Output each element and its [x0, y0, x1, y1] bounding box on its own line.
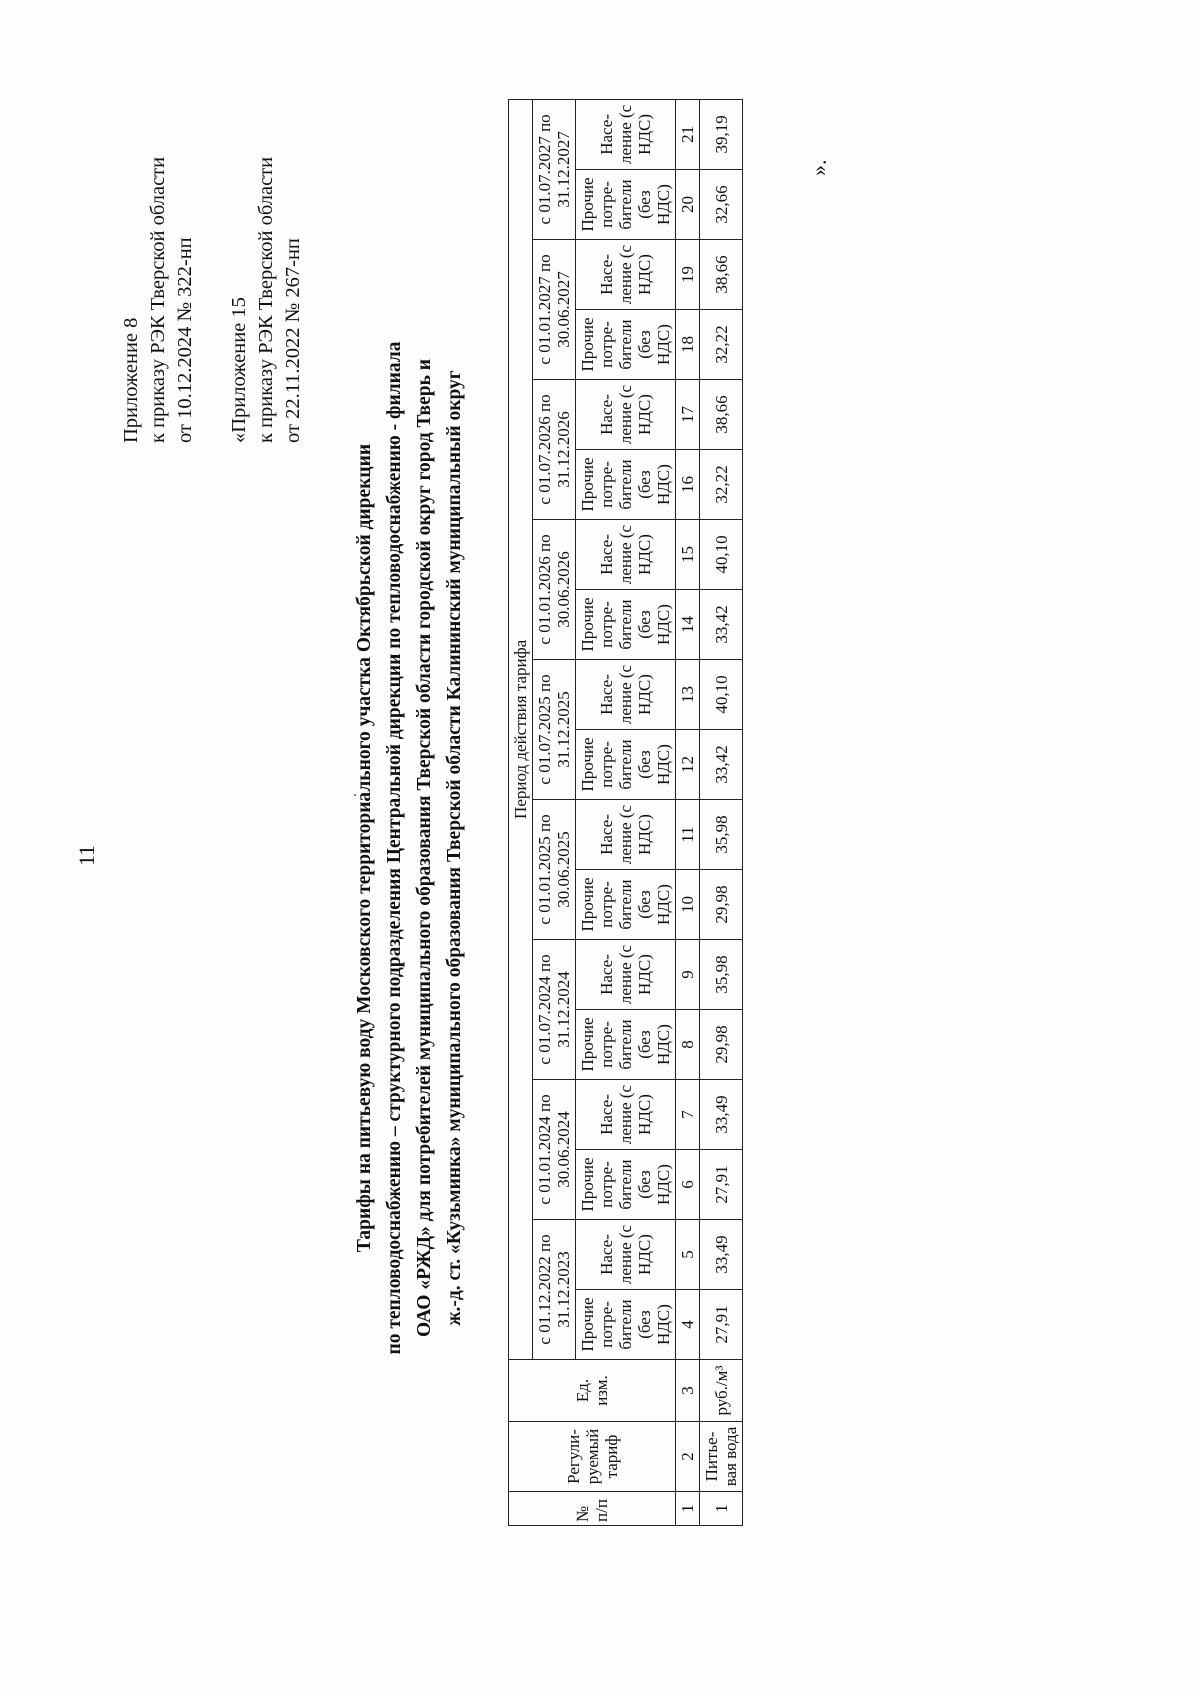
period-header: с 01.07.2024 по 31.12.2024: [533, 940, 576, 1080]
subheader-other-consumers: Прочие потре-бители (без НДС): [576, 310, 676, 380]
tariff-value: 29,98: [700, 1010, 743, 1080]
period-header: с 01.12.2022 по 31.12.2023: [533, 1220, 576, 1360]
period-header: с 01.01.2026 по 30.06.2026: [533, 520, 576, 660]
subheader-population: Насе-ление (с НДС): [576, 99, 676, 169]
subheader-population: Насе-ление (с НДС): [576, 240, 676, 310]
column-number: 7: [676, 1080, 700, 1150]
tariff-value: 32,66: [700, 170, 743, 240]
column-number: 18: [676, 310, 700, 380]
subheader-population: Насе-ление (с НДС): [576, 1080, 676, 1150]
column-number: 5: [676, 1220, 700, 1290]
tariff-value: 27,91: [700, 1150, 743, 1220]
subheader-other-consumers: Прочие потре-бители (без НДС): [576, 590, 676, 660]
tariff-value: 40,10: [700, 520, 743, 590]
page-number: 11: [74, 844, 99, 866]
tariff-table: [508, 99, 743, 1526]
tariff-value: 32,22: [700, 310, 743, 380]
row-tariff: Питье-вая вода: [700, 1422, 743, 1492]
row-number: 1: [700, 1492, 743, 1526]
subheader-other-consumers: Прочие потре-бители (без НДС): [576, 170, 676, 240]
column-number: 10: [676, 870, 700, 940]
title-line-1: Тарифы на питьевую воду Московского территориального участка Октябрьской дирекции: [354, 443, 375, 1253]
subheader-other-consumers: Прочие потре-бители (без НДС): [576, 730, 676, 800]
column-number: 14: [676, 590, 700, 660]
column-number: 15: [676, 520, 700, 590]
title-line-4: ж.-д. ст. «Кузьминка» муниципального образования Тверской области Калининский муниципальный округ: [444, 370, 465, 1326]
tariff-value: 33,42: [700, 590, 743, 660]
column-number: 12: [676, 730, 700, 800]
tariff-value: 38,66: [700, 380, 743, 450]
closing-quote: ».: [806, 159, 831, 176]
annex-previous-line-3: от 22.11.2022 № 267-нп: [282, 238, 304, 443]
period-header: с 01.07.2026 по 31.12.2026: [533, 380, 576, 520]
title-line-3: ОАО «РЖД» для потребителей муниципального образования Тверской области городской округ город Тверь и: [414, 358, 435, 1338]
header-row-1: [509, 99, 533, 1525]
subheader-population: Насе-ление (с НДС): [576, 800, 676, 870]
column-number: 2: [676, 1422, 700, 1492]
column-number: 19: [676, 240, 700, 310]
column-number: 11: [676, 800, 700, 870]
tariff-value: 32,22: [700, 450, 743, 520]
period-header: с 01.01.2027 по 30.06.2027: [533, 240, 576, 380]
annex-current-line-1: Приложение 8: [120, 317, 142, 443]
period-header: с 01.01.2024 по 30.06.2024: [533, 1080, 576, 1220]
column-number: 13: [676, 660, 700, 730]
period-header: с 01.07.2025 по 31.12.2025: [533, 660, 576, 800]
annex-previous: [226, 157, 307, 443]
tariff-value: 33,49: [700, 1220, 743, 1290]
period-header: с 01.01.2025 по 30.06.2025: [533, 800, 576, 940]
table-row: [700, 99, 743, 1525]
annex-current-line-2: к приказу РЭК Тверской области: [147, 156, 169, 443]
subheader-other-consumers: Прочие потре-бители (без НДС): [576, 450, 676, 520]
subheader-other-consumers: Прочие потре-бители (без НДС): [576, 870, 676, 940]
subheader-population: Насе-ление (с НДС): [576, 1220, 676, 1290]
tariff-value: 35,98: [700, 940, 743, 1010]
subheader-other-consumers: Прочие потре-бители (без НДС): [576, 1290, 676, 1360]
document-title: [350, 100, 470, 1596]
header-tariff: Регули-руемый тариф: [509, 1422, 676, 1492]
subheader-other-consumers: Прочие потре-бители (без НДС): [576, 1150, 676, 1220]
period-header: с 01.07.2027 по 31.12.2027: [533, 99, 576, 239]
numbering-row: [676, 99, 700, 1525]
annex-current-line-3: от 10.12.2024 № 322-нп: [174, 237, 196, 443]
header-unit: Ед. изм.: [509, 1360, 676, 1422]
column-number: 21: [676, 99, 700, 169]
subheader-other-consumers: Прочие потре-бители (без НДС): [576, 1010, 676, 1080]
tariff-value: 29,98: [700, 870, 743, 940]
column-number: 20: [676, 170, 700, 240]
tariff-value: 33,49: [700, 1080, 743, 1150]
subheader-population: Насе-ление (с НДС): [576, 940, 676, 1010]
column-number: 3: [676, 1360, 700, 1422]
annex-current: [118, 157, 199, 443]
column-number: 4: [676, 1290, 700, 1360]
annex-previous-line-2: к приказу РЭК Тверской области: [255, 156, 277, 443]
subheader-population: Насе-ление (с НДС): [576, 380, 676, 450]
tariff-value: 33,42: [700, 730, 743, 800]
tariff-value: 27,91: [700, 1290, 743, 1360]
column-number: 6: [676, 1150, 700, 1220]
tariff-value: 38,66: [700, 240, 743, 310]
column-number: 8: [676, 1010, 700, 1080]
subheader-population: Насе-ление (с НДС): [576, 660, 676, 730]
tariff-value: 39,19: [700, 99, 743, 169]
header-row-periods: [533, 99, 576, 1525]
column-number: 9: [676, 940, 700, 1010]
tariff-value: 35,98: [700, 800, 743, 870]
header-number: № п/п: [509, 1492, 676, 1526]
title-line-2: по тепловодоснабжению – структурного подразделения Центральной дирекции по тепловодоснабжению - филиала: [384, 341, 405, 1355]
tariff-value: 40,10: [700, 660, 743, 730]
column-number: 17: [676, 380, 700, 450]
header-row-subcolumns: [576, 99, 676, 1525]
header-period: Период действия тарифа: [509, 99, 533, 1359]
column-number: 16: [676, 450, 700, 520]
subheader-population: Насе-ление (с НДС): [576, 520, 676, 590]
row-unit: руб./м³: [700, 1360, 743, 1422]
annex-previous-line-1: «Приложение 15: [228, 297, 250, 443]
column-number: 1: [676, 1492, 700, 1526]
